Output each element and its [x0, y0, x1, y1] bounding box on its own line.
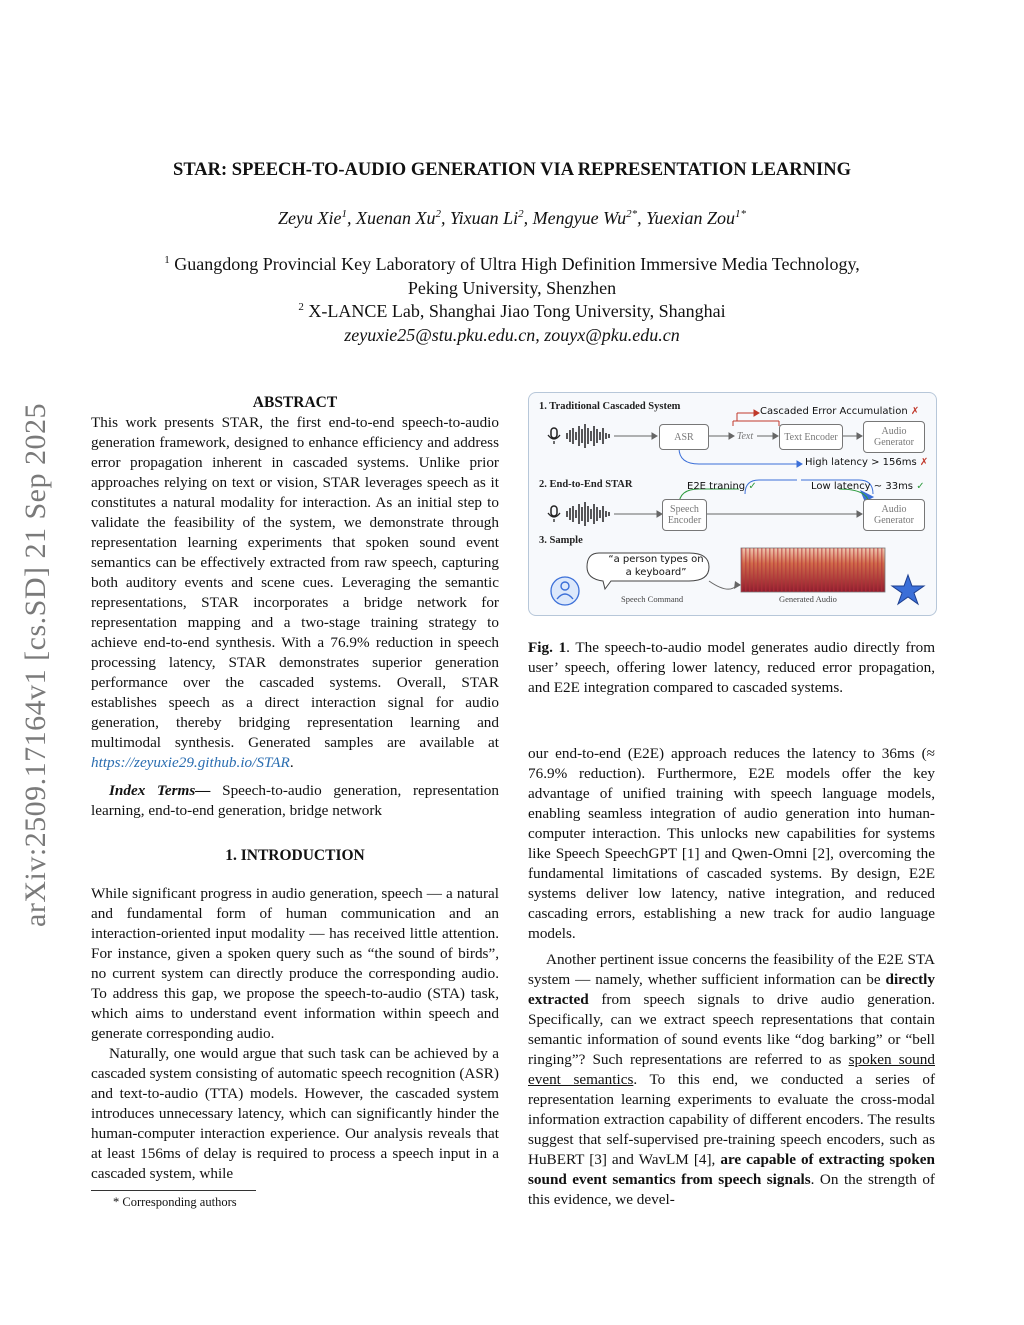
right-paragraph-2: Another pertinent issue concerns the feasibility of the E2E STA system — namely, whether sufficient information can be directly extracted from speech signals to drive audio generation. Specifically, can we extract speech representations that contain semantic information of sound events like “dog barking” or “bell ringing”? Such representations are referred to as spoken sound event semantics. To this end, we conducted a series of representation learning experiments to evaluate the cross-modal information extraction capability of different encoders. The results suggest that self-supervised pre-training speech encoders, such as HuBERT [3] and WavLM [4], are capable of extracting spoken sound event semantics from speech signals. On the strength of this evidence, we devel-	[528, 951, 936, 1208]
arxiv-stamp	[14, 370, 58, 960]
affiliation-1-line2: Peking University, Shenzhen	[407, 278, 617, 298]
samples-link[interactable]: https://zeyuxie29.github.io/STAR	[91, 754, 290, 771]
e2e-training-note: E2E traning ✓	[687, 481, 757, 492]
intro-paragraph-2: Naturally, one would argue that such task can be achieved by a cascaded system consisting of automatic speech recognition (ASR) and text-to-audio (TTA) models. However, the cascaded system introduces unnecessary latency, which can significantly hinder the human-computer interaction experience. Our analysis reveals that at least 156ms of delay is required to process a speech input in a cascaded system, while	[91, 1045, 499, 1182]
right-paragraph-1: our end-to-end (E2E) approach reduces the latency to 36ms (≈ 76.9% reduction). Furthermore, E2E models offer the key advantage of unified training with speech language models, enabling seamless integration of audio generation into human-computer interaction. This unlocks new capabilities for systems like Speech SpeechGPT [1] and Qwen-Omni [2], overcoming the fundamental limitations of cascaded systems. By design, E2E systems deliver low latency, native integration, and reduced cascading errors, establishing a new track for audio language models.	[528, 745, 935, 942]
affiliation-2: $^2$ X-LANCE Lab, Shanghai Jiao Tong University, Shanghai	[298, 301, 726, 321]
fig-section-cascaded: 1. Traditional Cascaded System	[539, 401, 681, 412]
intro-heading: 1. INTRODUCTION	[225, 847, 365, 864]
audio-generator-box: Audio Generator	[863, 421, 925, 453]
check-icon: ✓	[916, 481, 925, 492]
star-icon	[892, 575, 924, 604]
microphone-icon	[548, 506, 560, 522]
microphone-icon	[548, 428, 560, 444]
author: Yuexian Zou	[646, 208, 735, 228]
paper-title: STAR: SPEECH-TO-AUDIO GENERATION VIA REPRESENTATION LEARNING	[173, 160, 851, 180]
author-list: Zeyu Xie$^1$, Xuenan Xu$^2$, Yixuan Li$^2$, Mengyue $Wu^{2*}$, Yuexian Zou$^{1*}$	[278, 208, 746, 228]
sample-bubble-text: “a person types on a keyboard”	[608, 554, 704, 578]
index-terms: Index Terms— Speech-to-audio generation, representation learning, end-to-end generation, bridge network	[91, 782, 499, 819]
fig-section-sample: 3. Sample	[539, 535, 583, 546]
audio-generator-box-e2e: Audio Generator	[863, 499, 925, 531]
cascaded-error-note: Cascaded Error Accumulation ✗	[760, 406, 920, 417]
speech-waveform	[567, 502, 609, 526]
text-label: Text	[736, 430, 754, 442]
author: Zeyu Xie	[278, 208, 342, 228]
cross-icon: ✗	[910, 406, 920, 417]
footnote-rule	[91, 1190, 256, 1191]
low-latency-note: Low latency ~ 33ms ✓	[811, 481, 925, 492]
check-icon: ✓	[748, 481, 757, 492]
generated-audio-label: Generated Audio	[779, 594, 837, 604]
abstract-heading: ABSTRACT	[252, 394, 338, 411]
figure-caption: Fig. 1. The speech-to-audio model generates audio directly from user’ speech, offering lower latency, reduced error propagation, and E2E integration compared to cascaded systems.	[528, 639, 936, 696]
left-column	[91, 393, 499, 1184]
author-emails: zeyuxie25@stu.pku.edu.cn, zouyx@pku.edu.cn	[344, 325, 680, 345]
speech-encoder-box: Speech Encoder	[662, 499, 707, 531]
speech-waveform	[567, 424, 609, 448]
author: Xuenan Xu	[355, 208, 436, 228]
author: Yixuan Li	[449, 208, 519, 228]
figure-1	[528, 392, 937, 616]
intro-paragraph-1: While significant progress in audio generation, speech — a natural and fundamental form of human communication and an interaction-oriented input modality — has received little attention. For instance, given a spoken query such as “the sound of birds”, no current system can directly produce the corresponding audio. To address this gap, we propose the speech-to-audio (STA) task, which aims to understand event information within speech and generate corresponding audio.	[91, 885, 499, 1042]
fig-section-e2e: 2. End-to-End STAR	[539, 479, 633, 490]
cross-icon: ✗	[919, 457, 929, 468]
arxiv-id: arXiv:2509.17164v1 [cs.SD] 21 Sep 2025	[19, 403, 52, 927]
text-encoder-box: Text Encoder	[779, 424, 843, 450]
latency-bracket	[679, 448, 873, 501]
abstract-body: This work presents STAR, the first end-to-end speech-to-audio generation framework, designed to enhance efficiency and address error propagation inherent in cascaded systems. Unlike prior approaches relying on text or vision, STAR leverages speech as it constitutes a natural modality for interaction. As an initial step to validate the feasibility of the system, we demonstrate through representation learning experiments that spoken sound event semantics can be effectively extracted from raw speech, capturing both auditory events and scene cues. Leveraging the semantic representations, STAR incorporates a bridge network for representation mapping and a two-stage training strategy to achieve end-to-end synthesis. With a 76.9% reduction in speech processing latency, STAR demonstrates superior generation performance over the cascaded systems. Overall, STAR establishes speech as a direct interaction signal for audio generation, thereby bridging representation learning and multimodal synthesis. Generated samples are available at https://zeyuxie29.github.io/STAR.	[91, 414, 499, 771]
high-latency-note: High latency > 156ms ✗	[805, 457, 929, 468]
footnote: * Corresponding authors	[113, 1195, 237, 1209]
user-icon	[551, 577, 579, 605]
sample-arrow	[709, 581, 737, 589]
right-column	[528, 744, 935, 1210]
asr-box: ASR	[659, 424, 709, 450]
affiliation-1: $^1$ Guangdong Provincial Key Laboratory of Ultra High Definition Immersive Media Technology,	[164, 254, 860, 274]
author: Mengyue Wu	[532, 208, 627, 228]
speech-command-label: Speech Command	[621, 594, 684, 604]
